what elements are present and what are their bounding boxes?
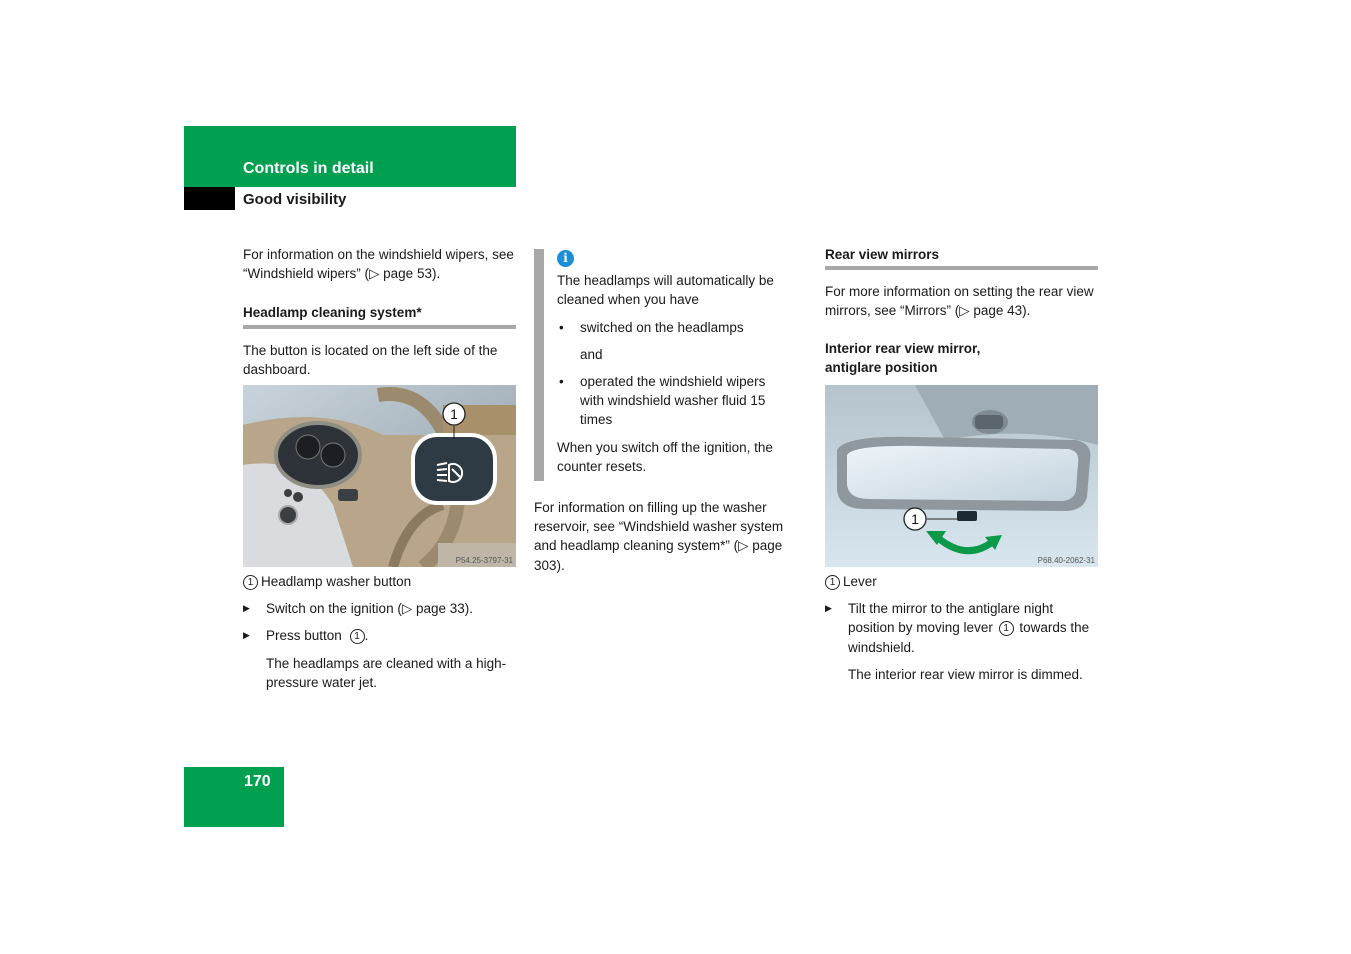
- step-tilt-mirror: [825, 599, 1098, 657]
- step-arrow-icon: ▶: [243, 630, 250, 641]
- legend-number: 1: [243, 575, 258, 590]
- step-press-button: [243, 626, 516, 645]
- step-suffix: .: [364, 628, 369, 644]
- image-code: P68.40-2062-31: [1037, 556, 1095, 565]
- step-result: The interior rear view mirror is dimmed.: [848, 666, 1083, 682]
- note-end: When you switch off the ignition, the counter resets.: [557, 439, 773, 474]
- step-ignition: [243, 599, 516, 618]
- inline-number: 1: [350, 629, 365, 644]
- step-arrow-icon: ▶: [825, 603, 832, 614]
- step-result: The headlamps are cleaned with a high-pressure water jet.: [266, 655, 507, 690]
- step-text: Press button: [266, 628, 342, 644]
- left-column: [243, 245, 516, 379]
- legend-text: Headlamp washer button: [261, 574, 412, 589]
- note-and: and: [580, 346, 603, 362]
- interior-mirror-subheading: Interior rear view mirror, antiglare position: [825, 340, 981, 375]
- headlamp-cleaning-heading: Headlamp cleaning system*: [243, 303, 516, 328]
- note-intro: The headlamps will automatically be cleaned when you have: [557, 273, 774, 308]
- right-column-lower: [825, 572, 1101, 684]
- note-bullet: • switched on the headlamps: [557, 318, 807, 337]
- info-note: [557, 248, 807, 476]
- note-side-bar: [534, 249, 544, 481]
- left-column-lower: [243, 572, 516, 692]
- right-column: [825, 245, 1098, 379]
- section-title: Controls in detail: [243, 160, 374, 177]
- info-icon: i: [557, 250, 574, 267]
- subsection-marker: [184, 187, 235, 210]
- inline-number: 1: [999, 621, 1014, 636]
- button-location-text: The button is located on the left side of the dashboard.: [243, 342, 498, 377]
- legend-item: [825, 572, 1101, 591]
- callout-number: 1: [911, 511, 919, 527]
- image-code: P54.25-3797-31: [455, 556, 513, 565]
- step-text: Tilt the mirror to the antiglare night position by moving lever: [848, 601, 1054, 636]
- washer-reservoir-reference: For information on filling up the washer reservoir, see “Windshield washer system and headlamp cleaning system*” (▷ page 303).: [534, 500, 784, 573]
- dashboard-image: [243, 385, 516, 567]
- step-suffix: towards the windshield.: [848, 620, 1090, 655]
- rear-view-mirrors-heading: Rear view mirrors: [825, 245, 1098, 270]
- legend-item: [243, 572, 516, 591]
- page-number: 170: [244, 773, 271, 790]
- legend-number: 1: [825, 575, 840, 590]
- subsection-title: Good visibility: [243, 191, 347, 208]
- callout-number: 1: [450, 406, 458, 422]
- legend-text: Lever: [843, 574, 877, 589]
- mirrors-reference: For more information on setting the rear view mirrors, see “Mirrors” (▷ page 43).: [825, 284, 1094, 319]
- step-text: Switch on the ignition (▷ page 33).: [266, 601, 474, 617]
- step-arrow-icon: ▶: [243, 603, 250, 614]
- note-bullet: • operated the windshield wipers with windshield washer fluid 15 times: [557, 372, 790, 430]
- wipers-reference: For information on the windshield wipers, see “Windshield wipers” (▷ page 53).: [243, 247, 514, 282]
- rear-view-mirror-image: [825, 385, 1098, 567]
